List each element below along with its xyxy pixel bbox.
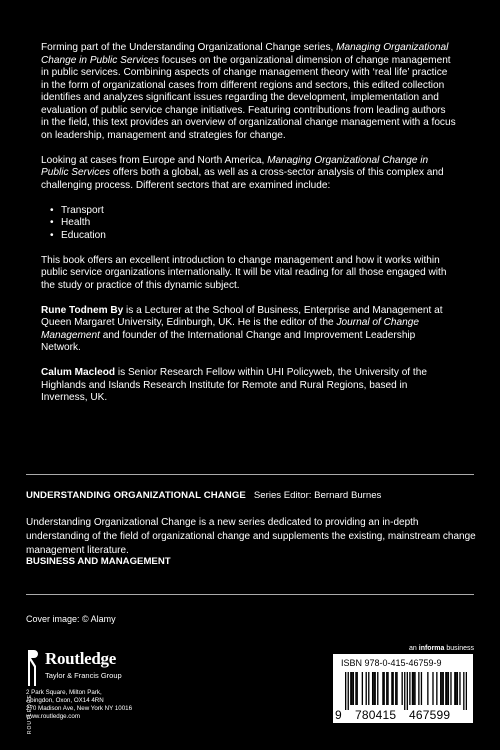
cover-credit: Cover image: © Alamy bbox=[26, 614, 116, 624]
barcode-bar bbox=[443, 672, 444, 705]
sector-list bbox=[41, 205, 456, 243]
barcode-bar bbox=[396, 672, 397, 705]
publisher-group: Taylor & Francis Group bbox=[45, 671, 122, 680]
publisher-vertical-text: ROUTLEDGE bbox=[27, 694, 33, 735]
barcode-bar bbox=[391, 672, 392, 705]
barcode-bar bbox=[351, 672, 352, 705]
list-item: • Transport bbox=[54, 205, 456, 218]
publisher-name: Routledge bbox=[45, 649, 116, 668]
isbn-barcode: ISBN 978-0-415-46759-9 9 780415 467599 bbox=[333, 654, 473, 723]
subject-category: BUSINESS AND MANAGEMENT bbox=[26, 556, 171, 567]
blurb-paragraph-2: Looking at cases from Europe and North America, Managing Organizational Change in Public Services offers both a global, as well as a cross-sector analysis of this complex and challenging process. Different sectors that are examined include: bbox=[41, 154, 444, 191]
routledge-logo-icon bbox=[26, 648, 38, 688]
barcode-bar bbox=[353, 672, 354, 705]
barcode-bar bbox=[445, 672, 446, 705]
divider bbox=[26, 474, 474, 475]
list-item: • Education bbox=[54, 230, 456, 243]
list-item: • Health bbox=[54, 217, 456, 230]
author-bio-1: Rune Todnem By is a Lecturer at the School of Business, Enterprise and Management at Queen Margaret University, Edinburgh, UK. He is the editor of the Journal of Change Management and founder of the International Change and Improvement Leadership Network. bbox=[41, 304, 443, 353]
barcode-bar bbox=[418, 672, 419, 705]
barcode-bar bbox=[393, 672, 394, 705]
barcode-bar bbox=[455, 672, 456, 705]
barcode-bar bbox=[373, 672, 374, 705]
barcode-bar bbox=[384, 672, 385, 705]
barcode-bar bbox=[412, 672, 413, 705]
barcode-bar bbox=[382, 672, 383, 705]
barcode-bar bbox=[446, 672, 447, 705]
barcode-bar bbox=[448, 672, 449, 705]
blurb-paragraph-1: Forming part of the Understanding Organizational Change series, Managing Organizational Change in Public Services focuses on the organizational dimension of change management in public services. Combining aspects of change management theory with ‘real life’ practice in the form of organizational cases from different regions and sectors, this edited collection identifies and analyzes significant issues regarding the development, implementation and evaluation of public service change initiatives. Featuring contributions from leading authors in the field, this text provides an overview of organizational change management with a focus on leadership, management and strategies for change. bbox=[41, 42, 456, 141]
barcode-bar bbox=[404, 672, 405, 710]
barcode-bar bbox=[345, 672, 346, 710]
journal-title: Journal of Change Management bbox=[41, 317, 419, 341]
barcode-bar bbox=[372, 672, 373, 705]
barcode-bar bbox=[348, 672, 349, 710]
series-name: UNDERSTANDING ORGANIZATIONAL CHANGE bbox=[26, 490, 246, 501]
barcode-bar bbox=[387, 672, 388, 705]
barcode-bar bbox=[375, 672, 376, 705]
publisher-address: 2 Park Square, Milton Park, Abingdon, Oxon, OX14 4RN 270 Madison Ave, New York NY 10016 www.routledge.com bbox=[26, 689, 133, 720]
barcode-bar bbox=[368, 672, 369, 705]
author-bio-2: Calum Macleod is Senior Research Fellow within UHI Policyweb, the University of the Highlands and Islands Research Institute for Remote and Rural Regions, based in Inverness, UK. bbox=[41, 367, 427, 403]
barcode-icon bbox=[345, 672, 467, 710]
barcode-bar bbox=[386, 672, 387, 705]
barcode-bar bbox=[357, 672, 358, 705]
book-title: Managing Organizational Change in Public Services bbox=[41, 42, 449, 66]
barcode-bar bbox=[440, 672, 441, 705]
barcode-bar bbox=[402, 672, 403, 705]
barcode-bar bbox=[409, 672, 410, 705]
barcode-bar bbox=[366, 672, 367, 705]
barcode-bar bbox=[441, 672, 442, 705]
series-line bbox=[26, 490, 476, 503]
informa-tagline: an informa business bbox=[409, 645, 474, 652]
barcode-bar bbox=[377, 672, 378, 705]
barcode-bar bbox=[436, 672, 437, 705]
book-title: Managing Organizational Change in Public Services bbox=[41, 154, 429, 178]
barcode-bar bbox=[427, 672, 428, 705]
divider bbox=[26, 594, 474, 595]
barcode-bar bbox=[355, 672, 356, 705]
barcode-bar bbox=[457, 672, 458, 705]
barcode-bar bbox=[454, 672, 455, 705]
barcode-bar bbox=[459, 672, 460, 705]
series-description: Understanding Organizational Change is a new series dedicated to providing an in-depth understanding of the field of organizational change and supplements the existing, mainstream change management literature. bbox=[26, 517, 476, 556]
author-name: Calum Macleod bbox=[41, 367, 116, 378]
back-cover-blurb bbox=[41, 42, 456, 417]
barcode-bar bbox=[407, 672, 408, 710]
author-name: Rune Todnem By bbox=[41, 304, 124, 316]
barcode-bar bbox=[362, 672, 363, 705]
barcode-bar bbox=[395, 672, 396, 705]
barcode-bar bbox=[414, 672, 415, 705]
series-editor: Series Editor: Bernard Burnes bbox=[253, 490, 382, 501]
blurb-paragraph-3: This book offers an excellent introduction to change management and how it works within public service organizations internationally. It will be vital reading for all those engaged with the study or practice of this dynamic subject. bbox=[41, 254, 447, 291]
barcode-bar bbox=[463, 672, 464, 710]
barcode-bar bbox=[466, 672, 467, 710]
barcode-bar bbox=[413, 672, 414, 705]
isbn-number: ISBN 978-0-415-46759-9 bbox=[341, 658, 442, 668]
barcode-bar bbox=[432, 672, 433, 705]
barcode-bar bbox=[450, 672, 451, 705]
barcode-bar bbox=[350, 672, 351, 705]
barcode-bar bbox=[421, 672, 422, 705]
